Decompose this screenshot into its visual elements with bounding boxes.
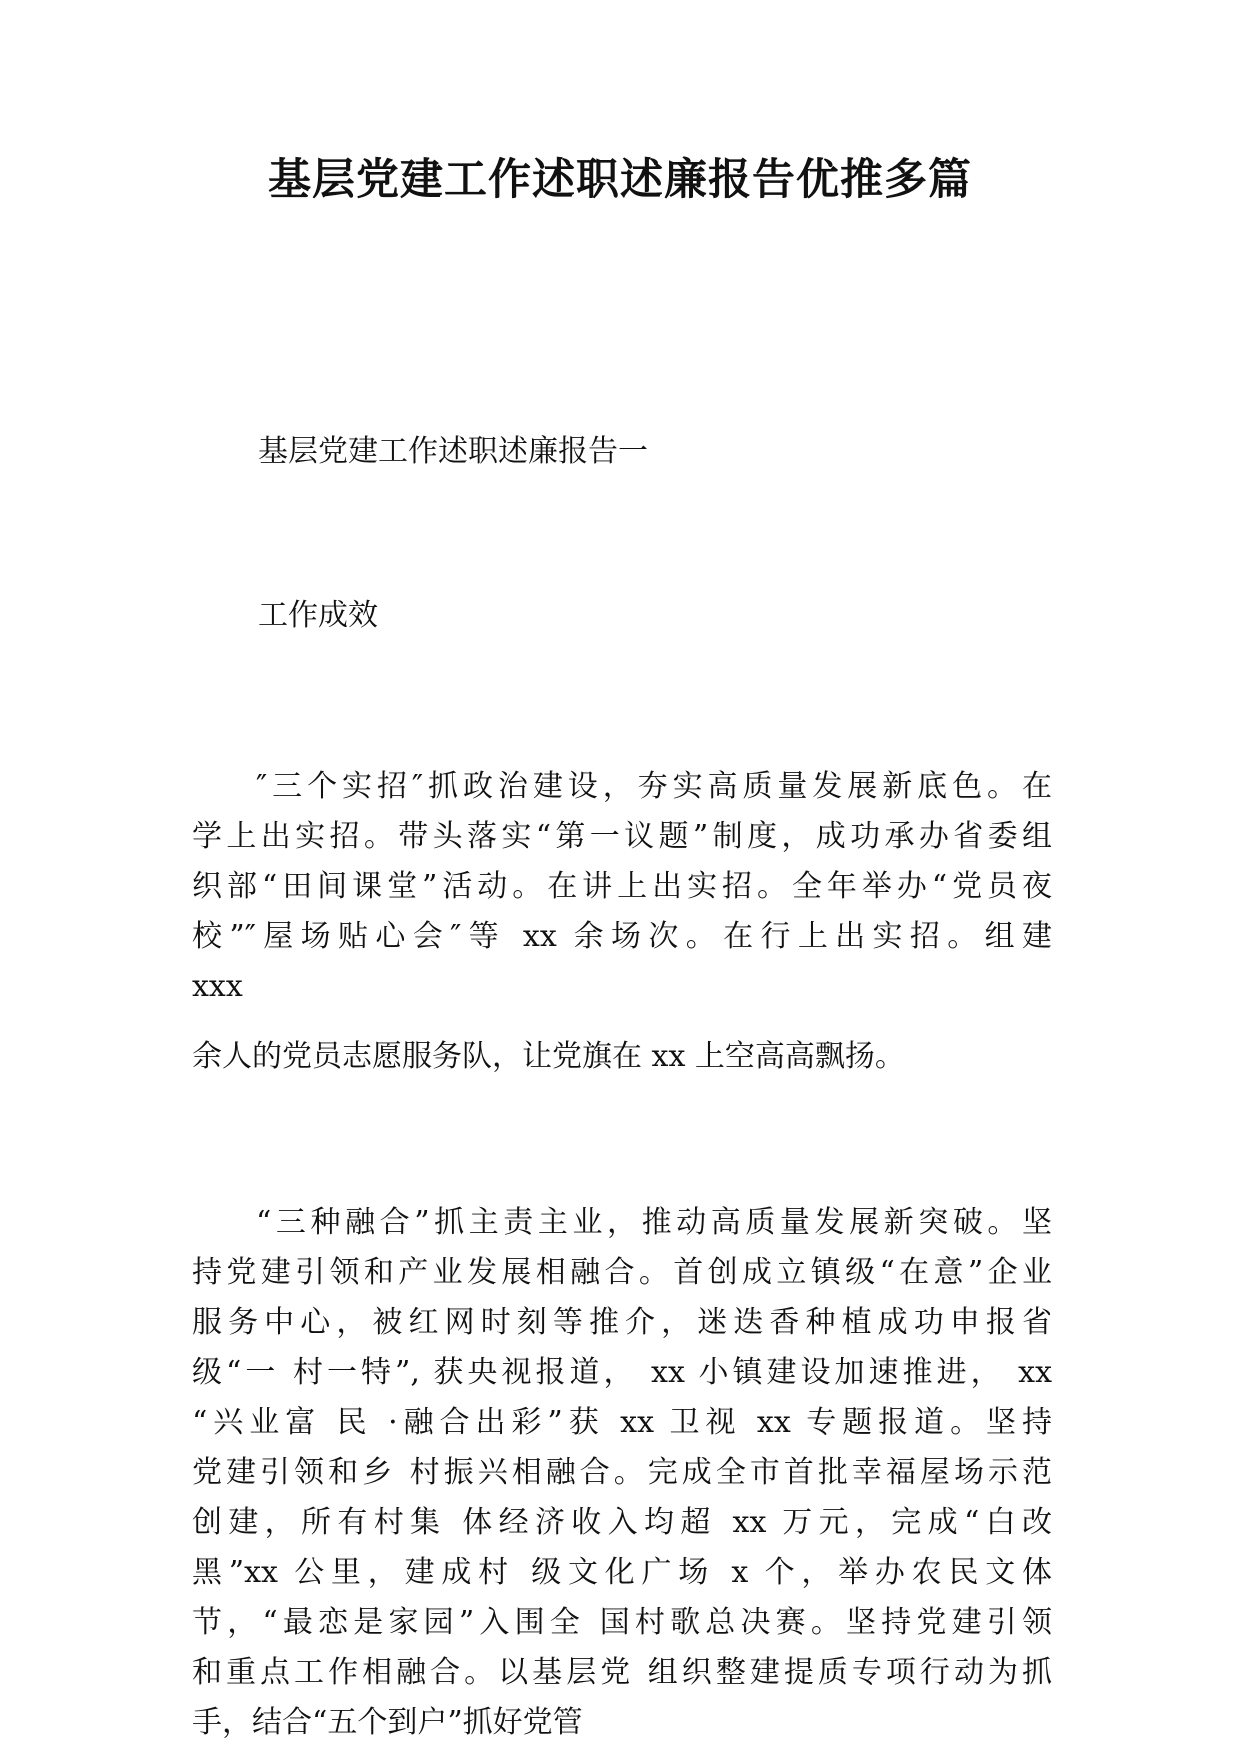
paragraph-line: ″三个实招″抓政治建设，夯实高质量发展新底色。在 bbox=[256, 769, 1052, 804]
paragraph-line: 和重点工作相融合。以基层党 组织整建提质专项行动为抓 bbox=[192, 1655, 1052, 1690]
paragraph-line: 级“一 村一特”, 获央视报道， xx 小镇建设加速推进， xx bbox=[192, 1355, 1052, 1390]
paragraph-line: xxx bbox=[192, 969, 243, 1004]
paragraph-line: 服务中心，被红网时刻等推介，迷迭香种植成功申报省 bbox=[192, 1305, 1052, 1340]
paragraph-line: 党建引领和乡 村振兴相融合。完成全市首批幸福屋场示范 bbox=[192, 1455, 1052, 1490]
section-heading: 基层党建工作述职述廉报告一 bbox=[258, 434, 648, 469]
paragraph-line: 创建，所有村集 体经济收入均超 xx 万元，完成“白改 bbox=[192, 1505, 1052, 1540]
paragraph-1 bbox=[192, 762, 1052, 1012]
paragraph-line: 学上出实招。带头落实“第一议题”制度，成功承办省委组 bbox=[192, 819, 1052, 854]
paragraph-line: 余人的党员志愿服务队，让党旗在 xx 上空高高飘扬。 bbox=[192, 1039, 905, 1074]
paragraph-1-continuation bbox=[192, 1032, 1052, 1082]
paragraph-line: 节，“最恋是家园”入围全 国村歌总决赛。坚持党建引领 bbox=[192, 1605, 1052, 1640]
paragraph-line: “三种融合”抓主责主业，推动高质量发展新突破。坚 bbox=[256, 1205, 1052, 1240]
paragraph-line: “兴业富 民 ·融合出彩”获 xx 卫视 xx 专题报道。坚持 bbox=[192, 1405, 1052, 1440]
paragraph-2 bbox=[192, 1198, 1052, 1748]
paragraph-line: 手，结合“五个到户”抓好党管 bbox=[192, 1705, 583, 1740]
paragraph-line: 校”″屋场贴心会″等 xx 余场次。在行上出实招。组建 bbox=[192, 919, 1052, 954]
paragraph-line: 织部“田间课堂”活动。在讲上出实招。全年举办“党员夜 bbox=[192, 869, 1052, 904]
document-title: 基层党建工作述职述廉报告优推多篇 bbox=[268, 155, 972, 205]
paragraph-line: 黑”xx 公里，建成村 级文化广场 x 个，举办农民文体 bbox=[192, 1555, 1052, 1590]
paragraph-line: 持党建引领和产业发展相融合。首创成立镇级“在意”企业 bbox=[192, 1255, 1052, 1290]
subheading: 工作成效 bbox=[258, 598, 378, 633]
